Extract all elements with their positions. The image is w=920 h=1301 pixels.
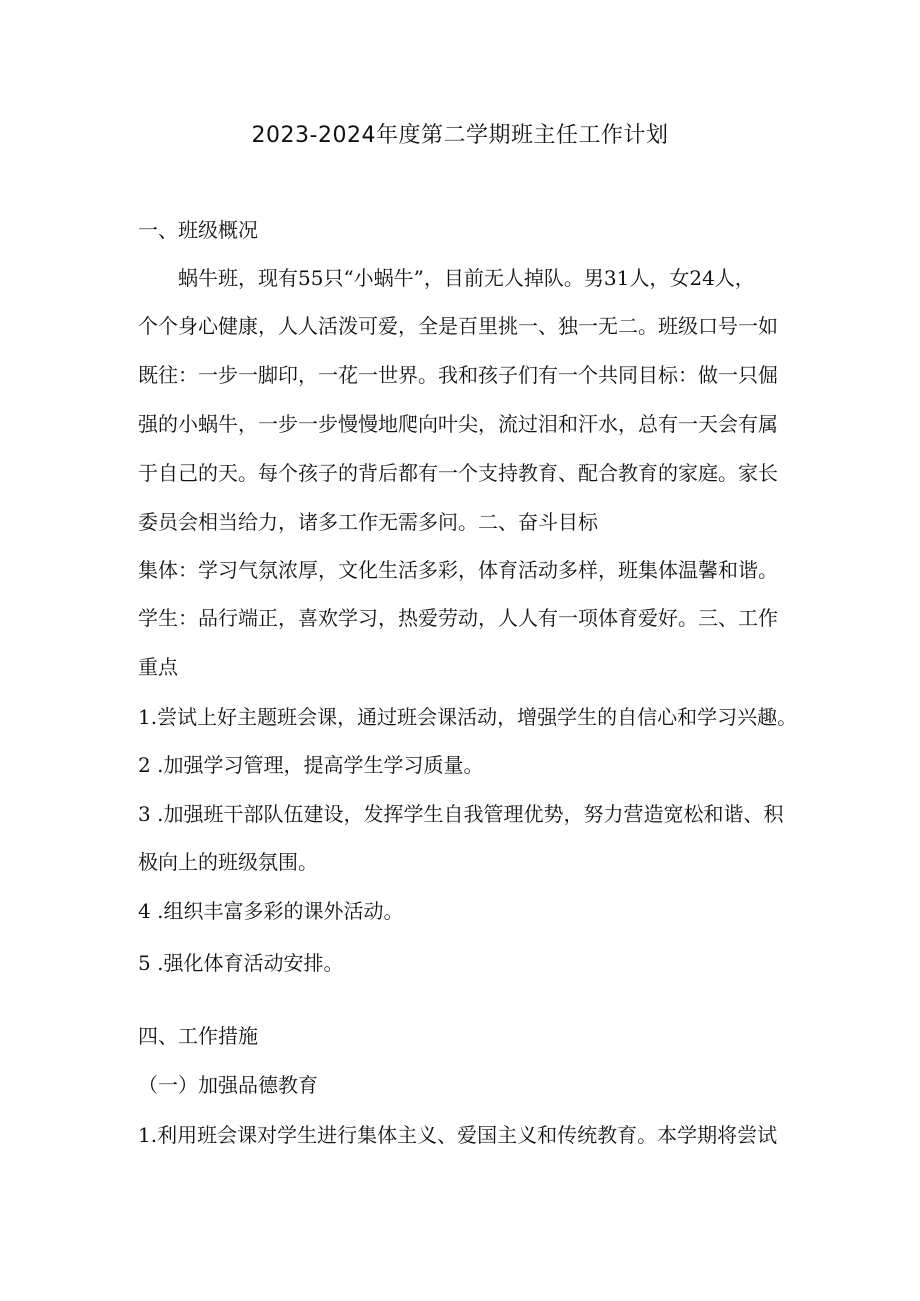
- list-item: 5 .强化体育活动安排。: [138, 951, 344, 975]
- list-item: 3 .加强班干部队伍建设，发挥学生自我管理优势，努力营造宽松和谐、积: [138, 802, 784, 826]
- document-title: 2023-2024年度第二学期班主任工作计划: [251, 123, 669, 148]
- list-item: 2 .加强学习管理，提高学生学习质量。: [138, 753, 484, 777]
- paragraph-line: 蜗牛班，现有55只“小蜗牛”，目前无人掉队。男31人，女24人，: [178, 266, 755, 290]
- list-item-continuation: 极向上的班级氛围。: [138, 850, 318, 874]
- subsection-heading: （一）加强品德教育: [138, 1073, 318, 1097]
- section-heading-class-overview: 一、班级概况: [138, 218, 258, 242]
- list-item: 1.尝试上好主题班会课，通过班会课活动，增强学生的自信心和学习兴趣。: [138, 705, 798, 729]
- list-item: 1.利用班会课对学生进行集体主义、爱国主义和传统教育。本学期将尝试: [138, 1123, 778, 1147]
- paragraph-line: 重点: [138, 655, 178, 679]
- paragraph-line: 既往：一步一脚印，一花一世界。我和孩子们有一个共同目标：做一只倔: [138, 363, 778, 387]
- paragraph-line: 于自己的天。每个孩子的背后都有一个支持教育、配合教育的家庭。家长: [138, 461, 778, 485]
- list-item: 4 .组织丰富多彩的课外活动。: [138, 899, 404, 923]
- paragraph-line: 委员会相当给力，诸多工作无需多问。二、奋斗目标: [138, 510, 598, 534]
- section-heading-measures: 四、工作措施: [138, 1024, 258, 1048]
- paragraph-line: 集体：学习气氛浓厚，文化生活多彩，体育活动多样，班集体温馨和谐。: [138, 558, 778, 582]
- paragraph-line: 强的小蜗牛，一步一步慢慢地爬向叶尖，流过泪和汗水，总有一天会有属: [138, 412, 778, 436]
- paragraph-line: 学生：品行端正，喜欢学习，热爱劳动，人人有一项体育爱好。三、工作: [138, 606, 778, 630]
- paragraph-line: 个个身心健康，人人活泼可爱，全是百里挑一、独一无二。班级口号一如: [138, 314, 778, 338]
